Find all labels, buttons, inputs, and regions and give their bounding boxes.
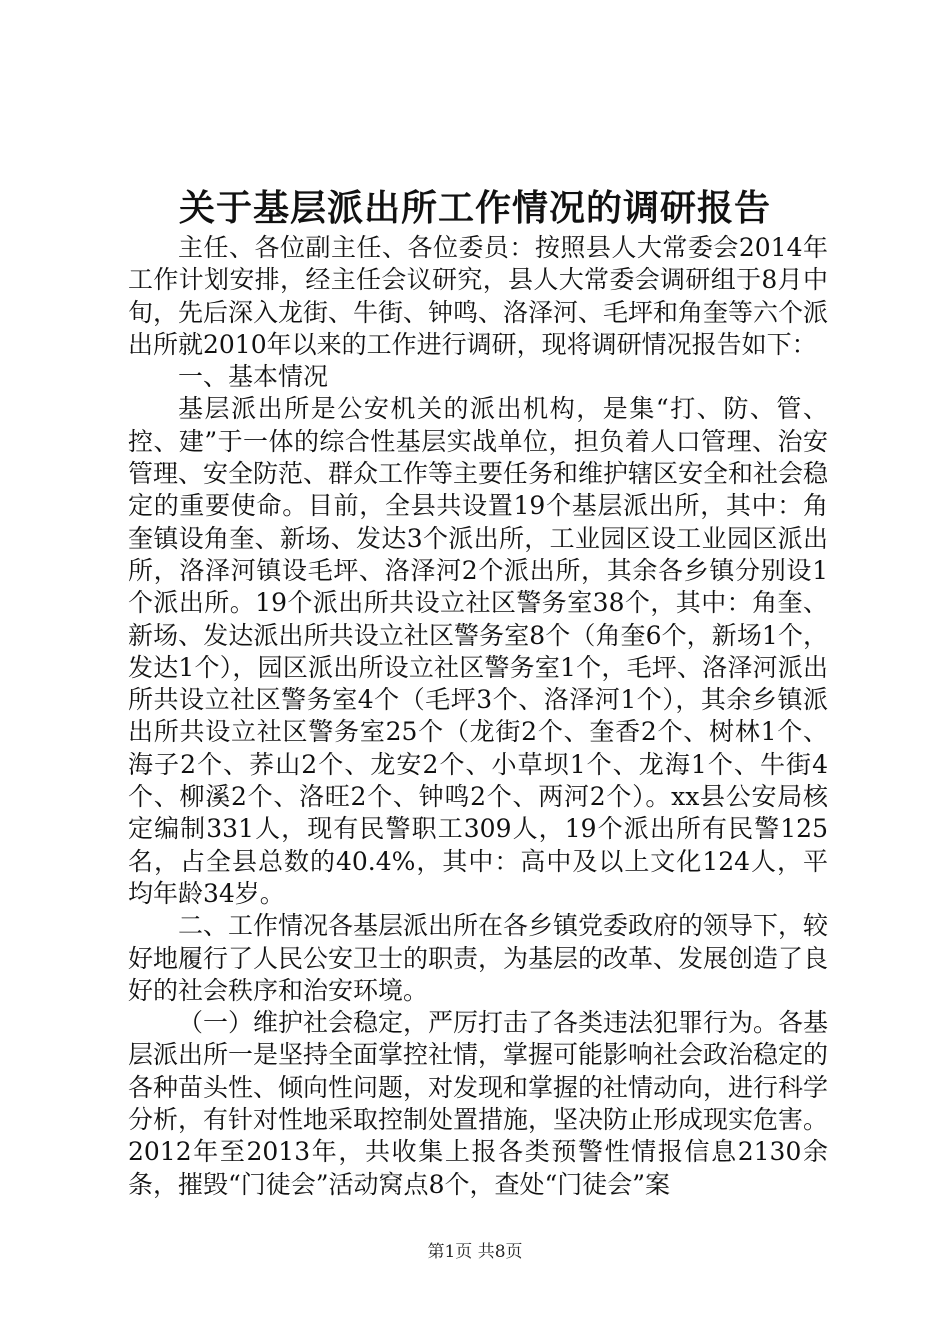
paragraph-stability: （一）维护社会稳定，严厉打击了各类违法犯罪行为。各基层派出所一是坚持全面掌控社情，掌握可能影响社会政治稳定的各种苗头性、倾向性问题，对发现和掌握的社情动向，进行科学分析，有针对性地采取控制处置措施，坚决防止形成现实危害。2012年至2013年，共收集上报各类预警性情报信息2130余条，摧毁“门徒会”活动窝点8个，查处“门徒会”案: [128, 1008, 829, 1199]
document-body: [128, 232, 828, 1201]
paragraph-basic-situation: 基层派出所是公安机关的派出机构，是集“打、防、管、控、建”于一体的综合性基层实战单位，担负着人口管理、治安管理、安全防范、群众工作等主要任务和维护辖区安全和社会稳定的重要使命。目前，全县共设置19个基层派出所，其中：角奎镇设角奎、新场、发达3个派出所，工业园区设工业园区派出所，洛泽河镇设毛坪、洛泽河2个派出所，其余各乡镇分别设1个派出所。19个派出所共设立社区警务室38个，其中：角奎、新场、发达派出所共设立社区警务室8个（角奎6个，新场1个，发达1个），园区派出所设立社区警务室1个，毛坪、洛泽河派出所共设立社区警务室4个（毛坪3个、洛泽河1个），其余乡镇派出所共设立社区警务室25个（龙街2个、奎香2个、树林1个、海子2个、荞山2个、龙安2个、小草坝1个、龙海1个、牛街4个、柳溪2个、洛旺2个、钟鸣2个、两河2个）。xx县公安局核定编制331人，现有民警职工309人，19个派出所有民警125名，占全县总数的40.4%，其中：高中及以上文化124人，平均年龄34岁。: [128, 394, 829, 908]
paragraph-intro: 主任、各位副主任、各位委员：按照县人大常委会2014年工作计划安排，经主任会议研究，县人大常委会调研组于8月中旬，先后深入龙街、牛街、钟鸣、洛泽河、毛坪和角奎等六个派出所就2010年以来的工作进行调研，现将调研情况报告如下：: [128, 233, 829, 359]
paragraph-work-situation: 二、工作情况各基层派出所在各乡镇党委政府的领导下，较好地履行了人民公安卫士的职责，为基层的改革、发展创造了良好的社会秩序和治安环境。: [128, 911, 829, 1005]
section-heading-basic: 一、基本情况: [178, 362, 329, 392]
page-footer: 第1页 共8页: [427, 1242, 523, 1262]
document-title: 关于基层派出所工作情况的调研报告: [178, 187, 771, 229]
